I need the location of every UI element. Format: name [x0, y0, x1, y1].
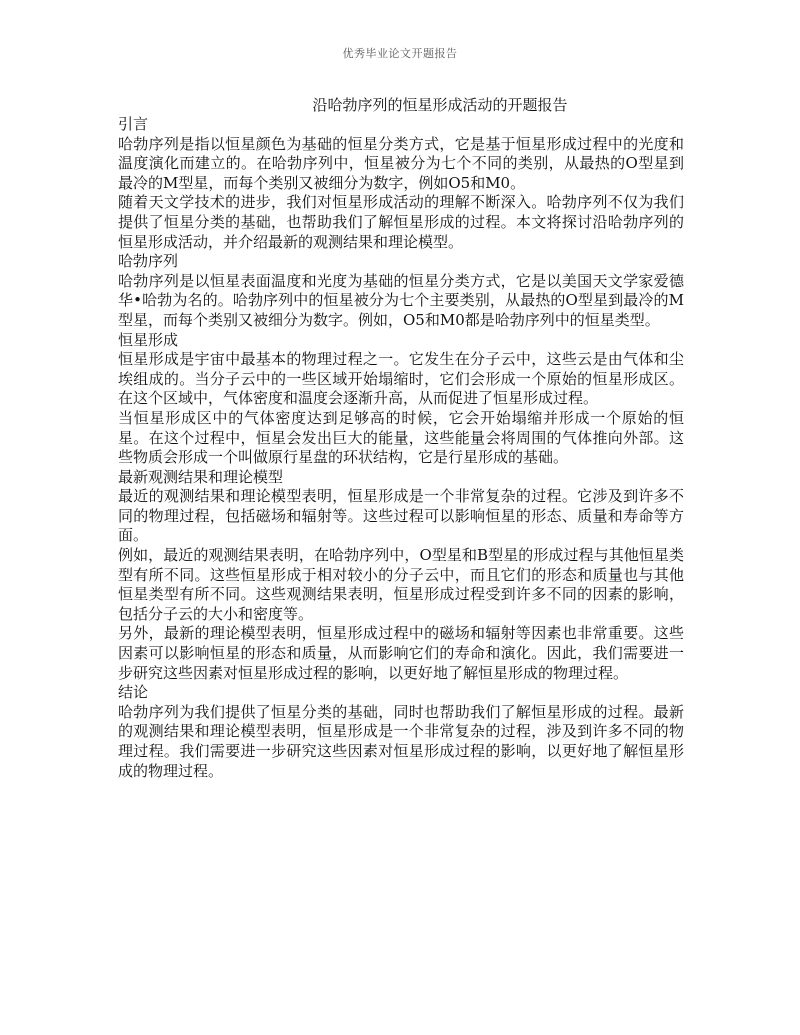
paragraph: 哈勃序列为我们提供了恒星分类的基础，同时也帮助我们了解恒星形成的过程。最新的观测结果和理论模型表明，恒星形成是一个非常复杂的过程，涉及到许多不同的物理过程。我们需要进一步研究这些因素对恒星形成过程的影响，以更好地了解恒星形成的物理过程。 [118, 702, 684, 780]
paragraph: 哈勃序列是以恒星表面温度和光度为基础的恒星分类方式，它是以美国天文学家爱德华•哈勃为名的。哈勃序列中的恒星被分为七个主要类别，从最热的O型星到最冷的M型星，而每个类别又被细分为数字。例如，O5和M0都是哈勃序列中的恒星类型。 [118, 271, 684, 329]
section-heading-hubble-sequence: 哈勃序列 [118, 252, 179, 271]
document-body [118, 115, 684, 781]
section-heading-latest-results: 最新观测结果和理论模型 [118, 467, 284, 486]
paragraph: 恒星形成是宇宙中最基本的物理过程之一。它发生在分子云中，这些云是由气体和尘埃组成的。当分子云中的一些区域开始塌缩时，它们会形成一个原始的恒星形成区。在这个区域中，气体密度和温度会逐渐升高，从而促进了恒星形成过程。 [118, 350, 684, 408]
section-heading-conclusion: 结论 [118, 683, 149, 702]
section-heading-star-formation: 恒星形成 [118, 330, 179, 349]
document-title: 沿哈勃序列的恒星形成活动的开题报告 [312, 96, 568, 114]
paragraph: 最近的观测结果和理论模型表明，恒星形成是一个非常复杂的过程。它涉及到许多不同的物理过程，包括磁场和辐射等。这些过程可以影响恒星的形态、质量和寿命等方面。 [118, 487, 684, 545]
paragraph: 例如，最近的观测结果表明，在哈勃序列中，O型星和B型星的形成过程与其他恒星类型有所不同。这些恒星形成于相对较小的分子云中，而且它们的形态和质量也与其他恒星类型有所不同。这些观测结果表明，恒星形成过程受到许多不同的因素的影响，包括分子云的大小和密度等。 [118, 546, 684, 623]
paragraph: 当恒星形成区中的气体密度达到足够高的时候，它会开始塌缩并形成一个原始的恒星。在这个过程中，恒星会发出巨大的能量，这些能量会将周围的气体推向外部。这些物质会形成一个叫做原行星盘的环状结构，它是行星形成的基础。 [118, 408, 684, 467]
paragraph: 哈勃序列是指以恒星颜色为基础的恒星分类方式，它是基于恒星形成过程中的光度和温度演化而建立的。在哈勃序列中，恒星被分为七个不同的类别，从最热的O型星到最冷的M型星，而每个类别又被细分为数字，例如O5和M0。 [118, 134, 684, 192]
section-heading-intro: 引言 [118, 115, 149, 133]
paragraph: 另外，最新的理论模型表明，恒星形成过程中的磁场和辐射等因素也非常重要。这些因素可以影响恒星的形态和质量，从而影响它们的寿命和演化。因此，我们需要进一步研究这些因素对恒星形成过程的影响，以更好地了解恒星形成的物理过程。 [118, 624, 684, 682]
paragraph: 随着天文学技术的进步，我们对恒星形成活动的理解不断深入。哈勃序列不仅为我们提供了恒星分类的基础，也帮助我们了解恒星形成的过程。本文将探讨沿哈勃序列的恒星形成活动，并介绍最新的观测结果和理论模型。 [118, 193, 684, 251]
running-header: 优秀毕业论文开题报告 [342, 47, 458, 60]
